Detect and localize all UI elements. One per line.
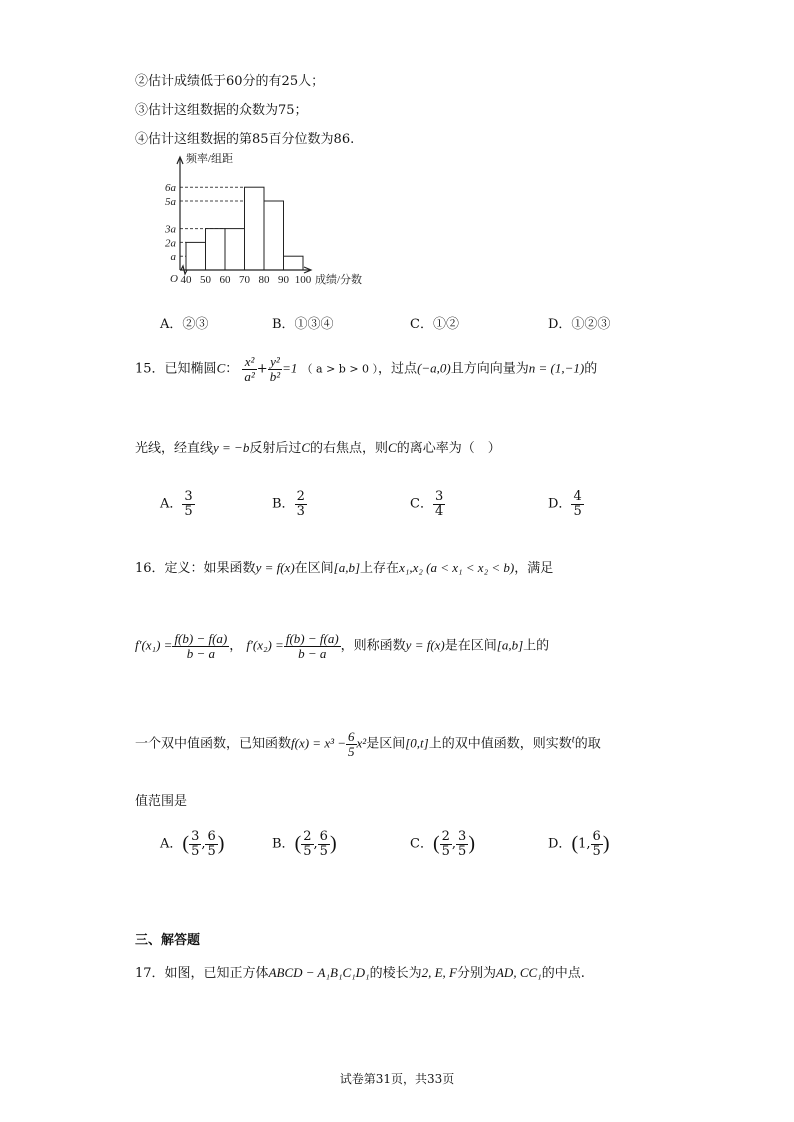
- q15-intro: 已知椭圆: [164, 361, 217, 377]
- q14-option-c[interactable]: C．①②: [410, 317, 459, 332]
- histogram-bar: [225, 229, 245, 270]
- q17-mid: AD, CC₁: [495, 965, 542, 980]
- q16-on: 上的: [523, 638, 550, 654]
- q14-option-b[interactable]: B．①③④: [272, 317, 334, 332]
- q15-tail: 的: [584, 361, 598, 377]
- q15-option-d[interactable]: D． $\frac{4}{5}$: [548, 489, 582, 519]
- histogram-chart: [150, 150, 390, 300]
- q16-fprime2: f′(x₂) =: [246, 637, 284, 653]
- y-tick-label: 3a: [165, 223, 176, 236]
- q15-curve-ref: C: [301, 440, 311, 455]
- q17-text2: 的棱长为: [369, 966, 422, 981]
- q16-text3c: 的取: [574, 736, 601, 752]
- q16-frac2: $\frac{f(b) - f(a)}{b - a}$: [285, 631, 339, 661]
- q15-curve-ref2: C: [388, 440, 397, 455]
- q14-option-d[interactable]: D．①②③: [548, 317, 611, 332]
- page-footer: 试卷第31页，共33页: [339, 1072, 455, 1086]
- ellipse-term-y: $\frac{\text{y²}}{\text{b²}}$: [269, 354, 281, 384]
- q16-frac1: $\frac{f(b) - f(a)}{b - a}$: [174, 631, 228, 661]
- q16-line4: 值范围是: [135, 794, 188, 809]
- q17-line: [135, 962, 585, 981]
- q15-number: 15．: [135, 361, 165, 377]
- y-tick-label: 6a: [165, 182, 176, 195]
- x-axis-label: 成绩/分数: [315, 274, 363, 286]
- q16-fprime1: f′(x₁) =: [135, 637, 173, 653]
- q16-exist: 上存在: [360, 561, 400, 576]
- y-tick-label: 5a: [165, 196, 176, 208]
- q15-option-b[interactable]: B． $\frac{2}{3}$: [272, 489, 305, 519]
- ellipse-eq: =1: [282, 360, 298, 376]
- q16-option-c[interactable]: C．( $\frac{2}{5}$ , $\frac{3}{5}$ ): [410, 829, 475, 859]
- q16-option-d[interactable]: D．(1, $\frac{6}{5}$ ): [548, 829, 610, 859]
- q16-t: t: [571, 733, 575, 746]
- q16-func: f(x) = x³ −: [291, 735, 347, 751]
- q16-x2: x²: [356, 735, 367, 751]
- q15-option-a[interactable]: A． $\frac{3}{5}$: [160, 489, 193, 519]
- y-tick-label: a: [170, 251, 176, 264]
- q17-text4: 的中点.: [541, 966, 585, 981]
- q16-ab: [a,b]: [333, 560, 361, 575]
- statement-3: ③估计这组数据的众数为75；: [135, 103, 308, 118]
- q15-text-d: 的离心率为（ ）: [396, 441, 501, 456]
- q17-cube: ABCD − A₁B₁C₁D₁: [268, 965, 370, 980]
- q17-number: 17．: [135, 966, 165, 981]
- x-tick-label: 80: [258, 274, 270, 286]
- q15-line1: 15．已知椭圆C： $\frac{\text{x²}}{\text{a²}}$ + $\frac{\text{y²}}{\text{b²}}$ =1 （ a > b > 0 ），过点(−a,0)且方向向量为n = (1,−1)的: [135, 354, 598, 384]
- q16-option-a[interactable]: A．( $\frac{3}{5}$ , $\frac{6}{5}$ ): [160, 829, 225, 859]
- q16-satisfy: ，满足: [514, 561, 554, 576]
- q14-option-a[interactable]: A．②③: [160, 317, 209, 332]
- histogram-bar: [206, 229, 226, 270]
- q15-vector: n = (1,−1): [528, 360, 585, 376]
- q15-dir: 且方向向量为: [450, 361, 529, 377]
- q16-line3: [135, 730, 601, 758]
- x-tick-label: 40: [180, 274, 192, 286]
- q16-x1x2: x₁,x₂ (a < x₁ < x₂ < b): [399, 560, 515, 575]
- q16-is-in: 是在区间: [444, 638, 497, 654]
- y-tick-label: 2a: [165, 237, 176, 250]
- q16-ab2: [a,b]: [496, 637, 524, 653]
- q15-through: ，过点: [378, 361, 418, 377]
- q16-fx2: y = f(x): [405, 637, 445, 653]
- histogram-bar: [186, 242, 206, 270]
- histogram-bar: [264, 201, 284, 270]
- q15-colon: ：: [225, 361, 239, 377]
- q16-text3a: 一个双中值函数，已知函数: [135, 736, 292, 752]
- statement-2: ②估计成绩低于60分的有25人；: [135, 74, 325, 89]
- section-heading: 三、解答题: [135, 933, 201, 948]
- q16-line1: [135, 557, 553, 576]
- q15-option-c[interactable]: C． $\frac{3}{4}$: [410, 489, 444, 519]
- x-tick-label: 90: [278, 274, 289, 286]
- q16-option-b[interactable]: B．( $\frac{2}{5}$ , $\frac{6}{5}$ ): [272, 829, 337, 859]
- x-tick-label: 70: [239, 274, 250, 286]
- q15-text-b: 反射后过: [249, 441, 302, 456]
- q16-then: ，则称函数: [340, 638, 406, 654]
- q16-interval: 是区间: [366, 736, 406, 752]
- q16-fx: y = f(x): [255, 560, 295, 575]
- x-tick-label: 50: [200, 274, 211, 286]
- origin-label: O: [170, 273, 178, 285]
- ellipse-term-x: $\frac{\text{x²}}{\text{a²}}$: [244, 354, 255, 384]
- y-axis-label: 频率/组距: [186, 153, 234, 165]
- q15-text: 光线，经直线: [135, 441, 214, 456]
- statement-4: ④估计这组数据的第85百分位数为86.: [135, 132, 355, 147]
- q16-number: 16．: [135, 561, 165, 576]
- q15-curve: C: [216, 360, 226, 376]
- q16-six-fifths: $\frac{6}{5}$: [348, 729, 355, 759]
- q15-line-eq: y = −b: [213, 440, 250, 455]
- histogram-bar: [245, 187, 265, 270]
- q17-text1: 如图，已知正方体: [164, 966, 269, 981]
- q15-condition: （ a > b > 0 ）: [301, 362, 379, 376]
- q16-intro: 定义：如果函数: [164, 561, 256, 576]
- q15-line2: [135, 437, 501, 456]
- histogram-bar: [284, 256, 304, 270]
- x-tick-label: 100: [294, 274, 312, 286]
- q17-text3: 分别为: [456, 966, 496, 981]
- q16-in-interval: 在区间: [294, 561, 334, 576]
- q15-text-c: 的右焦点，则: [310, 441, 389, 456]
- q15-point: (−a,0): [417, 360, 451, 376]
- q16-text3b: 上的双中值函数，则实数: [428, 736, 572, 752]
- x-tick-label: 60: [219, 274, 231, 286]
- q16-zt: [0,t]: [405, 735, 429, 751]
- q16-line2: [135, 632, 549, 660]
- q16-comma: ，: [229, 638, 243, 654]
- q17-edge: 2, E, F: [421, 965, 457, 980]
